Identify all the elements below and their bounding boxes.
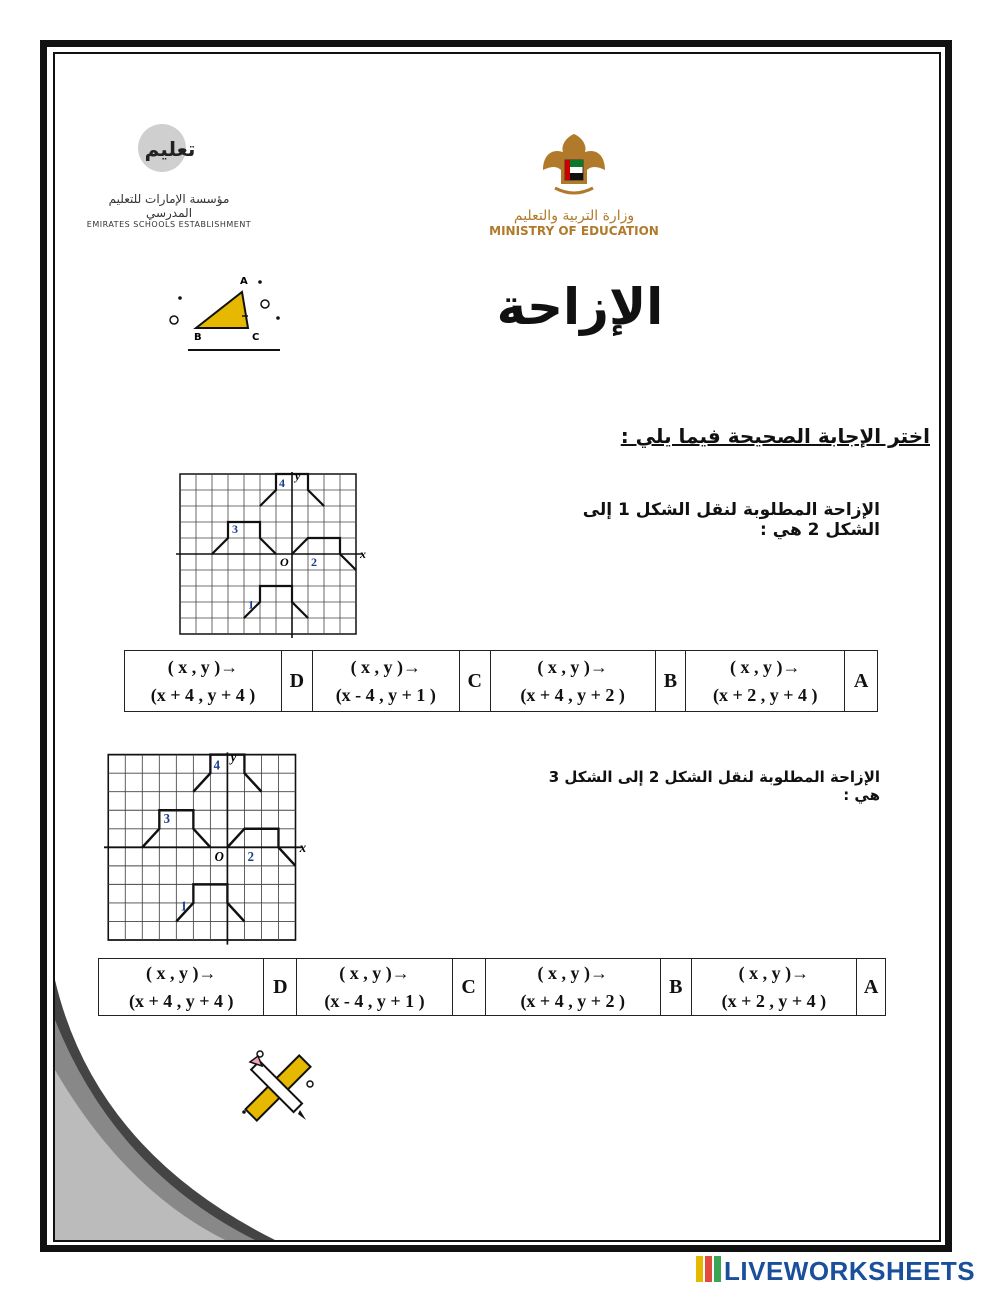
grid-label: y xyxy=(230,749,237,765)
option-c-bottom: (x - 4 , y + 1 ) xyxy=(324,991,425,1011)
grid-label: 4 xyxy=(279,475,285,490)
grid-label: 2 xyxy=(311,555,317,569)
question-1-prompt: الإزاحة المطلوبة لنقل الشكل 1 إلى الشكل 2 هي : xyxy=(582,500,880,540)
option-c-top: ( x , y )→ xyxy=(350,657,422,677)
option-a-top: ( x , y )→ xyxy=(729,657,801,677)
option-a-letter: A xyxy=(857,959,886,1016)
grid-label: 3 xyxy=(232,522,238,537)
option-a-cell[interactable] xyxy=(686,651,845,712)
option-d-top: ( x , y )→ xyxy=(145,963,217,983)
option-d-letter: D xyxy=(281,651,312,712)
grid-label: x xyxy=(299,839,307,856)
ese-arabic-name: مؤسسة الإمارات للتعليم المدرسي xyxy=(108,192,230,220)
option-d-letter: D xyxy=(264,959,297,1016)
falcon-emblem-icon xyxy=(539,130,609,200)
footer-text: LIVEWORKSHEETS xyxy=(724,1256,976,1286)
option-c-letter: C xyxy=(452,959,485,1016)
option-b-cell[interactable] xyxy=(490,651,655,712)
label-b: B xyxy=(194,332,202,343)
grid-label: y xyxy=(295,469,301,483)
option-d-bottom: (x + 4 , y + 4 ) xyxy=(150,685,256,705)
ese-english-name: EMIRATES SCHOOLS ESTABLISHMENT xyxy=(86,220,252,229)
option-d-cell[interactable] xyxy=(125,651,282,712)
option-a-bottom: (x + 2 , y + 4 ) xyxy=(721,991,827,1011)
moe-arabic-name: وزارة التربية والتعليم xyxy=(513,208,635,224)
grid-label: 3 xyxy=(163,810,170,827)
option-a-bottom: (x + 2 , y + 4 ) xyxy=(712,685,818,705)
liveworksheets-logo-icon xyxy=(696,1256,722,1282)
label-a: A xyxy=(240,276,248,287)
footer-branding xyxy=(696,1256,996,1286)
ese-mark-text: تعليم xyxy=(144,137,196,161)
grid-label: O xyxy=(214,848,224,865)
instruction: اختر الإجابة الصحيحة فيما يلي : xyxy=(620,424,930,448)
grid-label: 2 xyxy=(247,848,254,865)
option-b-letter: B xyxy=(660,959,691,1016)
option-b-top: ( x , y )→ xyxy=(537,657,608,677)
option-c-cell[interactable] xyxy=(312,651,459,712)
option-c-cell[interactable] xyxy=(297,959,453,1016)
option-c-letter: C xyxy=(459,651,490,712)
answer-table-1 xyxy=(124,650,878,712)
page-title: الإزاحة xyxy=(496,278,664,336)
option-d-cell[interactable] xyxy=(99,959,264,1016)
answer-table-2 xyxy=(98,958,886,1016)
option-b-bottom: (x + 4 , y + 2 ) xyxy=(520,685,625,705)
grid-label: x xyxy=(360,547,366,561)
coordinate-grid-1 xyxy=(176,470,364,634)
coordinate-grid-2 xyxy=(104,749,307,940)
option-a-top: ( x , y )→ xyxy=(738,963,810,983)
label-c: C xyxy=(252,332,260,343)
grid-label: 4 xyxy=(213,756,220,773)
option-d-top: ( x , y )→ xyxy=(167,657,239,677)
grid-label: 1 xyxy=(248,597,254,612)
moe-english-name: MINISTRY OF EDUCATION xyxy=(489,224,659,238)
grid-label: O xyxy=(280,555,289,569)
option-a-cell[interactable] xyxy=(691,959,856,1016)
triangle-illustration xyxy=(160,270,290,355)
option-d-bottom: (x + 4 , y + 4 ) xyxy=(128,991,234,1011)
option-b-top: ( x , y )→ xyxy=(537,963,608,983)
option-b-cell[interactable] xyxy=(485,959,660,1016)
option-c-top: ( x , y )→ xyxy=(339,963,410,983)
question-2-prompt: الإزاحة المطلوبة لنقل الشكل 2 إلى الشكل 3 هي : xyxy=(548,768,880,804)
option-b-bottom: (x + 4 , y + 2 ) xyxy=(520,991,625,1011)
moe-logo xyxy=(484,130,664,238)
option-a-letter: A xyxy=(845,651,878,712)
pencil-ruler-icon xyxy=(236,1048,320,1128)
ese-logo xyxy=(84,118,254,229)
option-c-bottom: (x - 4 , y + 1 ) xyxy=(335,685,436,705)
option-b-letter: B xyxy=(655,651,686,712)
grid-label: 1 xyxy=(180,897,187,914)
